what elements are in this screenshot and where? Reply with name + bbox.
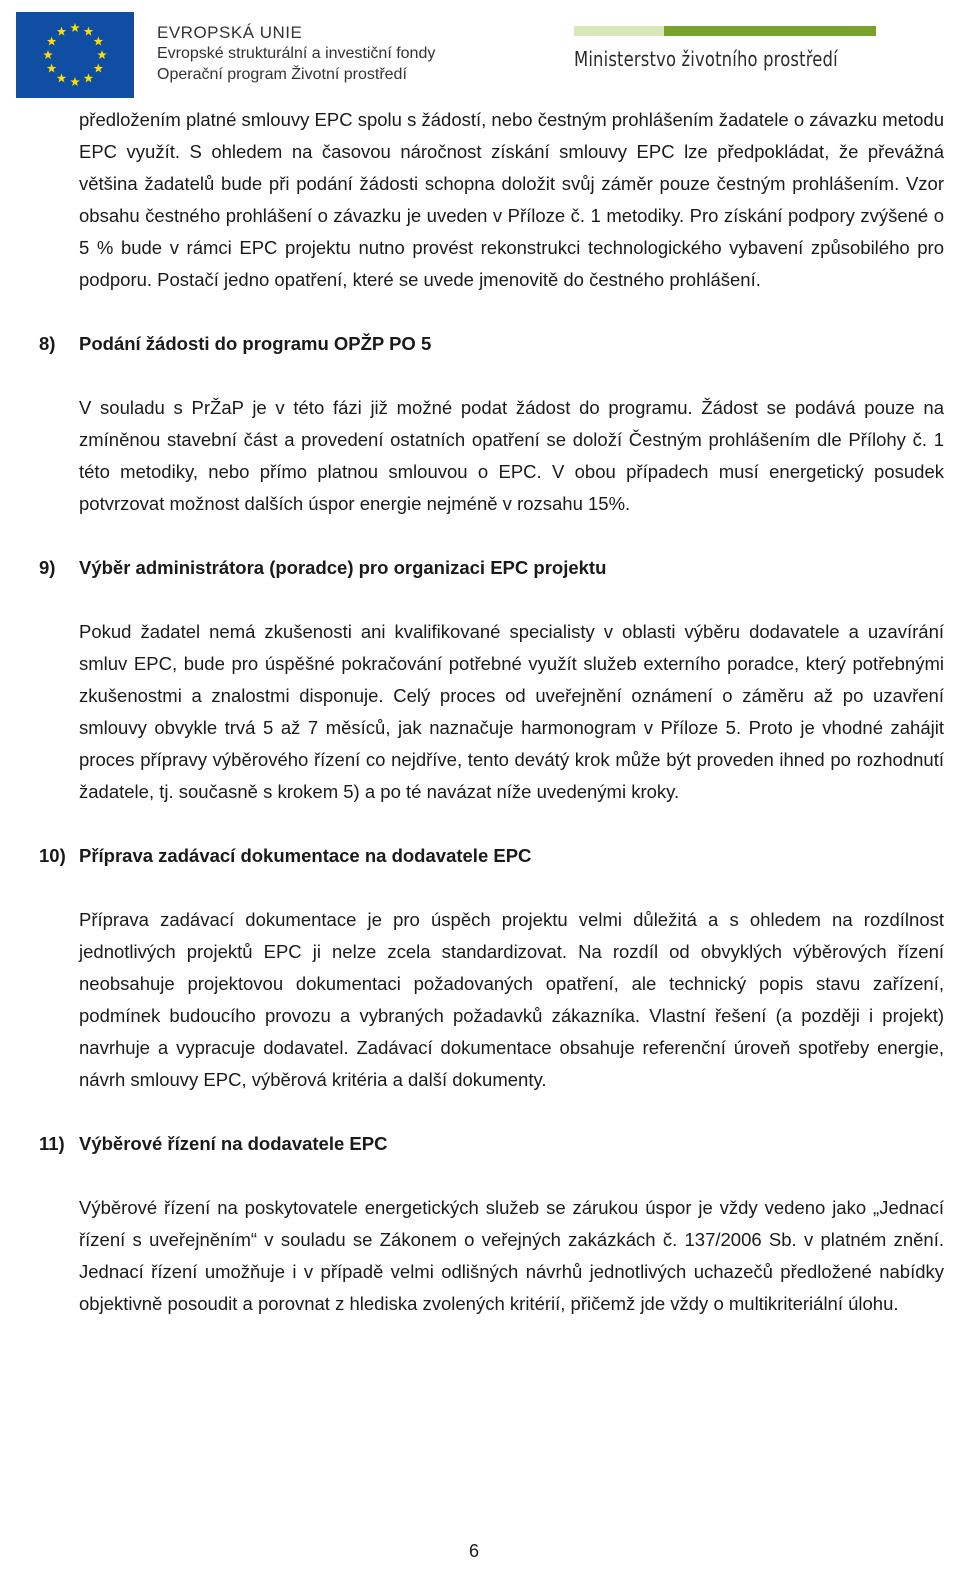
section-11-heading	[39, 1128, 944, 1160]
section-title: Výběrové řízení na dodavatele EPC	[79, 1133, 388, 1154]
section-title: Podání žádosti do programu OPŽP PO 5	[79, 333, 432, 354]
section-number: 8)	[39, 333, 56, 354]
section-9-body: Pokud žadatel nemá zkušenosti ani kvalifikované specialisty v oblasti výběru dodavatele a uzavírání smluv EPC, bude pro úspěšné pokračování potřebné využít služeb externího poradce, který potřebnými zkušenostmi a znalostmi disponuje. Celý proces od uveřejnění oznámení o záměru až po uzavření smlouvy obvykle trvá 5 až 7 měsíců, jak naznačuje harmonogram v Příloze 5. Proto je vhodné zahájit proces přípravy výběrového řízení co nejdříve, tento devátý krok může být proveden ihned po rozhodnutí žadatele, tj. současně s krokem 5) a po té navázat níže uvedenými kroky.	[79, 621, 944, 802]
page-header	[0, 0, 960, 104]
eu-logo-text	[157, 22, 435, 85]
ministry-logo	[574, 26, 876, 71]
section-number: 10)	[39, 845, 66, 866]
document-body	[39, 104, 944, 1320]
section-8-body: V souladu s PrŽaP je v této fázi již možné podat žádost do programu. Žádost se podává pouze na zmíněnou stavební část a provedení ostatních opatření se doloží Čestným prohlášením dle Přílohy č. 1 této metodiky, nebo přímo platnou smlouvou o EPC. V obou případech musí energetický posudek potvrzovat možnost dalších úspor energie nejméně v rozsahu 15%.	[79, 397, 944, 514]
section-title: Příprava zadávací dokumentace na dodavatele EPC	[79, 845, 532, 866]
ministry-name: Ministerstvo životního prostředí	[574, 47, 838, 71]
section-11-body: Výběrové řízení na poskytovatele energetických služeb se zárukou úspor je vždy vedeno jako „Jednací řízení s uveřejněním“ v souladu se Zákonem o veřejných zakázkách č. 137/2006 Sb. v platném znění. Jednací řízení umožňuje i v případě velmi odlišných návrhů jednotlivých uchazečů předložené nabídky objektivně posoudit a porovnat z hlediska zvolených kritérií, přičemž jde vždy o multikriteriální úlohu.	[79, 1197, 944, 1314]
ministry-color-bar	[574, 26, 876, 36]
section-10-body: Příprava zadávací dokumentace je pro úspěch projektu velmi důležitá a s ohledem na rozdílnost jednotlivých projektů EPC ji nelze zcela standardizovat. Na rozdíl od obvyklých výběrových řízení neobsahuje projektovou dokumentaci požadovaných opatření, ale technický popis stavu zařízení, podmínek budoucího provozu a vybraných požadavků zákazníka. Vlastní řešení (a později i projekt) navrhuje a vypracuje dodavatel. Zadávací dokumentace obsahuje referenční úroveň spotřeby energie, návrh smlouvy EPC, výběrová kritéria a další dokumenty.	[79, 909, 944, 1090]
section-number: 11)	[39, 1133, 65, 1154]
eu-flag-logo	[16, 12, 134, 98]
section-9-heading	[39, 552, 944, 584]
eu-funds-line: Evropské strukturální a investiční fondy	[157, 45, 436, 62]
section-8-heading	[39, 328, 944, 360]
eu-program-line: Operační program Životní prostředí	[157, 66, 407, 83]
section-number: 9)	[39, 557, 56, 578]
intro-paragraph: předložením platné smlouvy EPC spolu s žádostí, nebo čestným prohlášením žadatele o závazku metodu EPC využít. S ohledem na časovou náročnost získání smlouvy EPC lze předpokládat, že převážná většina žadatelů bude při podání žádosti schopna doložit svůj záměr pouze čestným prohlášením. Vzor obsahu čestného prohlášení o závazku je uveden v Příloze č. 1 metodiky. Pro získání podpory zvýšené o 5 % bude v rámci EPC projektu nutno provést rekonstrukci technologického vybavení způsobilého pro podporu. Postačí jedno opatření, které se uvede jmenovitě do čestného prohlášení.	[79, 109, 944, 290]
section-title: Výběr administrátora (poradce) pro organizaci EPC projektu	[79, 557, 607, 578]
section-10-heading	[39, 840, 944, 872]
page-number: 6	[468, 1541, 479, 1561]
eu-title: EVROPSKÁ UNIE	[157, 23, 303, 42]
